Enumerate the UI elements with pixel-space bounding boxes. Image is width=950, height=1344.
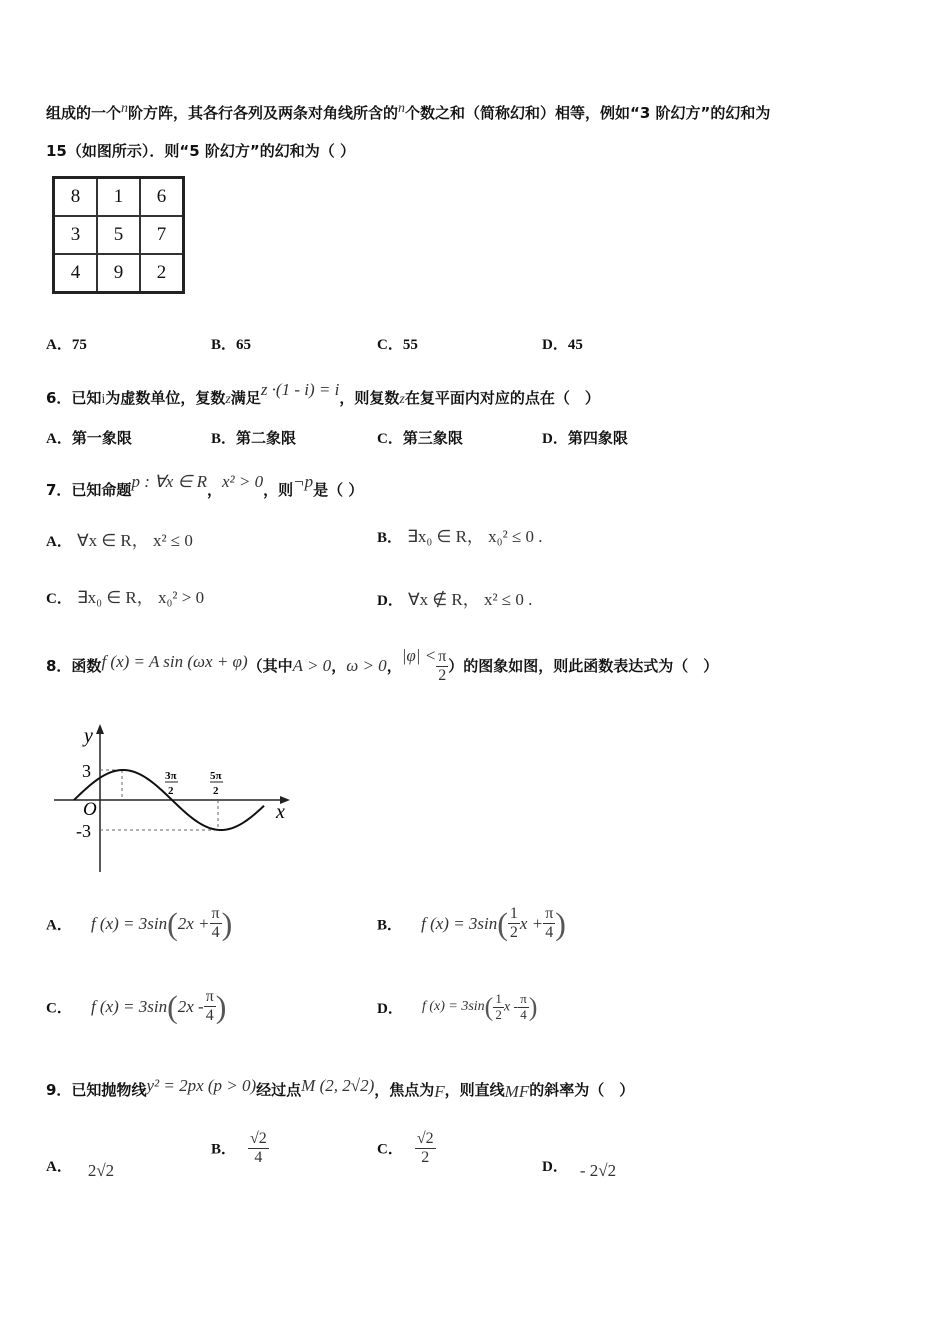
q6-option-d[interactable]: D．第四象限: [542, 429, 628, 447]
y-label: y: [84, 725, 93, 747]
q6-option-b[interactable]: B．第二象限: [211, 429, 297, 447]
q9-stem: 9．已知抛物线y² = 2px (p > 0)经过点M (2, 2√2)，焦点为F，则直线MF的斜率为（ ）: [46, 1076, 635, 1101]
magic-cell: 2: [140, 254, 184, 293]
magic-cell: 5: [97, 216, 140, 254]
q7-option-a[interactable]: A． ∀x ∈ R， x² ≤ 0: [46, 531, 193, 550]
q5-option-d[interactable]: D．45: [542, 337, 583, 353]
tick1-den: 2: [168, 785, 174, 797]
magic-cell: 7: [140, 216, 184, 254]
q5-option-c[interactable]: C．55: [377, 337, 418, 353]
origin-label: O: [83, 799, 97, 820]
y-max-label: 3: [82, 761, 91, 781]
q6-option-a[interactable]: A．第一象限: [46, 429, 132, 447]
magic-cell: 1: [97, 178, 140, 217]
q6-option-c[interactable]: C．第三象限: [377, 429, 463, 447]
tick1-num: 3π: [165, 770, 177, 782]
q8-option-b[interactable]: B． f (x) = 3sin( $\frac{1}{2}$ x + $\frac{\pi}{4}$ ): [377, 905, 566, 942]
q8-option-c[interactable]: C． f (x) = 3sin(2x - $\frac{\pi}{4}$ ): [46, 988, 227, 1025]
magic-cell: 4: [54, 254, 98, 293]
magic-square: [52, 176, 185, 294]
tick2-num: 5π: [210, 770, 222, 782]
q9-option-d[interactable]: D． - 2√2: [542, 1159, 617, 1180]
sine-graph: [50, 718, 300, 878]
x-label: x: [276, 801, 285, 823]
q5-option-b[interactable]: B．65: [211, 337, 252, 353]
q8-option-d[interactable]: D． f (x) = 3sin( $\frac{1}{2}$ x - $\frac{\pi}{4}$ ): [377, 991, 538, 1022]
q8-option-a[interactable]: A． f (x) = 3sin(2x + $\frac{\pi}{4}$ ): [46, 905, 233, 942]
magic-cell: 9: [97, 254, 140, 293]
q9-option-b[interactable]: B． $\frac{√2}{4}$: [211, 1130, 267, 1167]
q7-option-b[interactable]: B． ∃x₀ ∈ R， x₀² ≤ 0 .: [377, 527, 543, 546]
magic-cell: 6: [140, 178, 184, 217]
q5-stem-line1: 组成的一个n阶方阵，其各行各列及两条对角线所含的n个数之和（简称幻和）相等，例如“3 阶幻方”的幻和为: [46, 101, 771, 122]
q5-stem-line2: 15（如图所示）．则“5 阶幻方”的幻和为（ ）: [46, 142, 355, 160]
q5-option-a[interactable]: A．75: [46, 337, 87, 353]
q7-option-d[interactable]: D． ∀x ∉ R， x² ≤ 0 .: [377, 590, 533, 609]
y-min-label: -3: [76, 821, 91, 841]
magic-cell: 8: [54, 178, 98, 217]
q8-stem: 8．函数f (x) = A sin (ωx + φ)（其中A > 0，ω > 0，|φ| < $\frac{\pi}{2}$ ）的图象如图，则此函数表达式为（ ）: [46, 646, 719, 684]
tick2-den: 2: [213, 785, 219, 797]
q7-option-c[interactable]: C． ∃x₀ ∈ R， x₀² > 0: [46, 588, 205, 607]
q7-stem: 7．已知命题p : ∀x ∈ R，x² > 0，则¬p是（ ）: [46, 472, 364, 499]
q6-stem: 6．已知i为虚数单位，复数z满足z ·(1 - i) = i，则复数z在复平面内对应的点在（ ）: [46, 380, 600, 407]
y-axis-arrow: [96, 724, 104, 734]
magic-cell: 3: [54, 216, 98, 254]
q9-option-a[interactable]: A． 2√2: [46, 1159, 115, 1180]
q9-option-c[interactable]: C． $\frac{√2}{2}$: [377, 1130, 434, 1167]
